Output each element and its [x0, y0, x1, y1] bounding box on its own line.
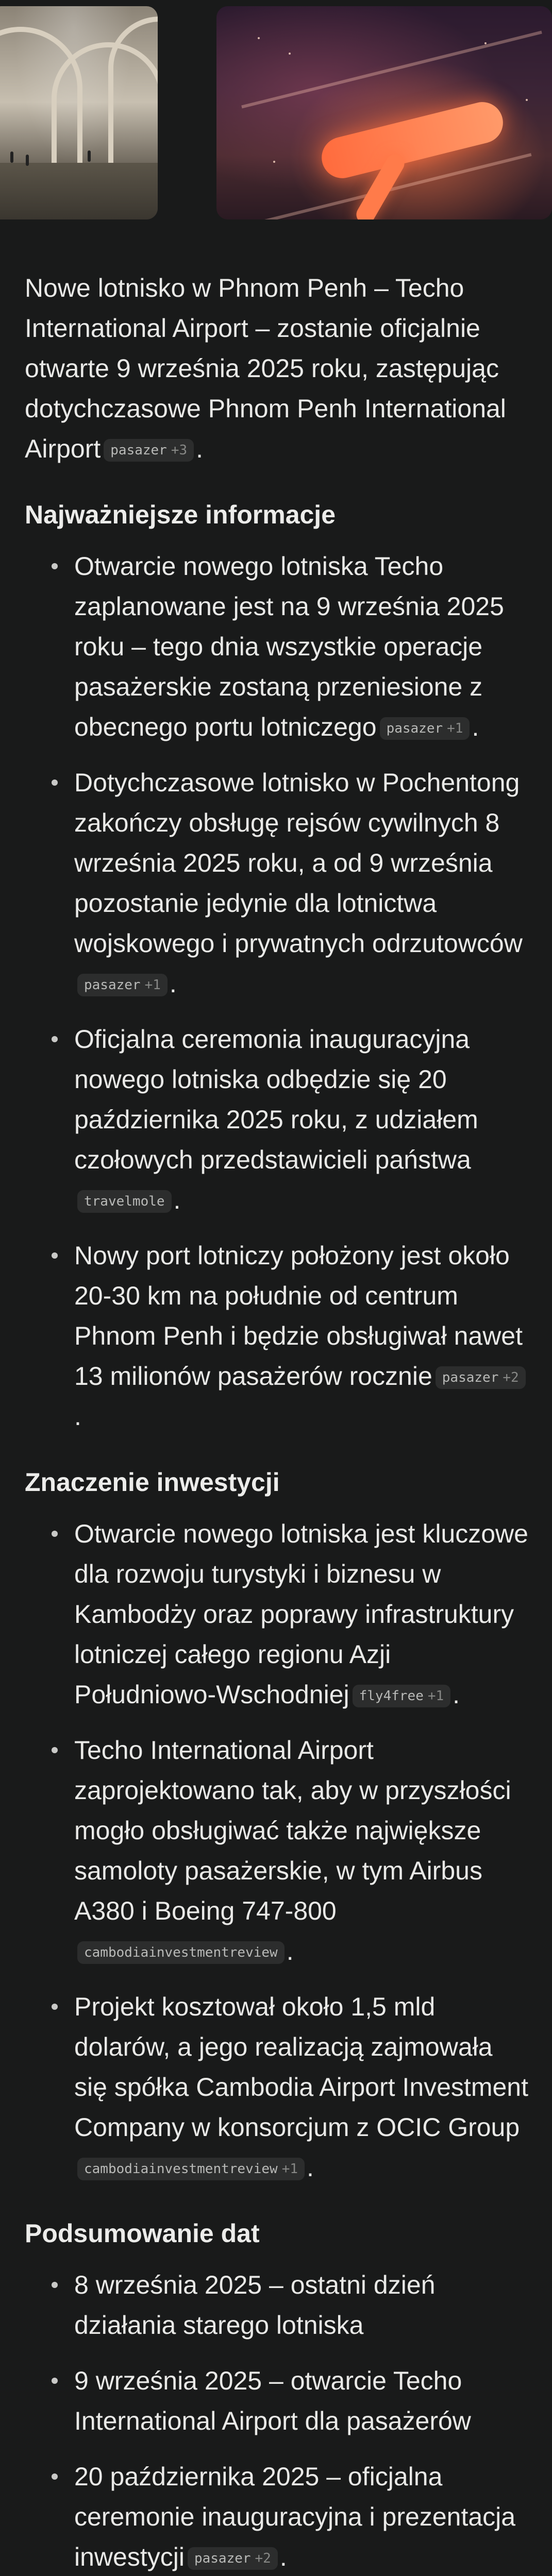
- bullet-list: [25, 2265, 530, 2576]
- citation-more: +1: [427, 1688, 444, 1704]
- citation-more: +3: [171, 443, 188, 458]
- item-text: Oficjalna ceremonia inauguracyjna nowego lotniska odbędzie się 20 października 2025 roku, z udziałem czołowych przedstawicieli państwa: [74, 1025, 478, 1174]
- list-item: [25, 2361, 530, 2441]
- list-item: Oficjalna ceremonia inauguracyjna nowego lotniska odbędzie się 20 października 2025 roku, z udziałem czołowych przedstawicieli państwatravelmole .: [25, 1019, 530, 1220]
- citation-source: pasazer: [84, 977, 141, 993]
- citation-chip[interactable]: [188, 2547, 278, 2570]
- citation-chip[interactable]: [77, 1190, 172, 1213]
- item-text: Dotychczasowe lotnisko w Pochentong zakończy obsługę rejsów cywilnych 8 września 2025 roku, a od 9 września pozostanie jedynie dla lotnictwa wojskowego i prywatnych odrzutowców: [74, 768, 523, 958]
- item-text: 8 września 2025 – ostatni dzień działania starego lotniska: [74, 2270, 436, 2340]
- bullet-list: [25, 546, 530, 1436]
- airport-interior-image[interactable]: [0, 6, 158, 219]
- list-item: [25, 2265, 530, 2345]
- section-heading: Znaczenie inwestycji: [25, 1468, 280, 1497]
- bullet-list: [25, 1514, 530, 2188]
- item-text: Otwarcie nowego lotniska jest kluczowe dla rozwoju turystyki i biznesu w Kambodży oraz poprawy infrastruktury lotniczej całego regionu Azji Południowo-Wschodniej: [74, 1519, 528, 1709]
- light-dot: [289, 53, 291, 55]
- item-text: Otwarcie nowego lotniska Techo zaplanowane jest na 9 września 2025 roku – tego dnia wszystkie operacje pasażerskie zostaną przeniesione z obecnego portu lotniczego: [74, 552, 504, 741]
- citation-source: cambodiainvestmentreview: [84, 2161, 278, 2177]
- citation-chip[interactable]: [380, 717, 470, 740]
- citation-source: cambodiainvestmentreview: [84, 1945, 278, 1960]
- intro-paragraph: [25, 268, 530, 469]
- answer-body: [25, 268, 530, 2576]
- floor-shape: [0, 163, 158, 219]
- citation-more: +1: [144, 977, 161, 993]
- airport-aerial-image[interactable]: [216, 6, 552, 219]
- citation-source: pasazer: [110, 443, 167, 458]
- list-item: Otwarcie nowego lotniska Techo zaplanowane jest na 9 września 2025 roku – tego dnia wszystkie operacje pasażerskie zostaną przeniesione z obecnego portu lotniczego pasazer +1 .: [25, 546, 530, 747]
- light-dot: [273, 161, 275, 163]
- citation-chip[interactable]: [77, 2158, 305, 2180]
- list-item: Techo International Airport zaprojektowano tak, aby w przyszłości mogło obsługiwać także największe samoloty pasażerskie, w tym Airbus A380 i Boeing 747-800cambodiainvestmentreview .: [25, 1730, 530, 1971]
- item-text: Nowy port lotniczy położony jest około 20-30 km na południe od centrum Phnom Penh i będzie obsługiwał nawet 13 milionów pasażerów rocznie: [74, 1241, 523, 1391]
- terminal-shape: [317, 98, 508, 183]
- section-heading: Podsumowanie dat: [25, 2219, 260, 2248]
- citation-chip[interactable]: [77, 974, 168, 996]
- runway-shape: [241, 31, 542, 109]
- citation-chip[interactable]: [77, 1941, 285, 1964]
- arch-shape: [108, 16, 158, 187]
- list-item: Dotychczasowe lotnisko w Pochentong zakończy obsługę rejsów cywilnych 8 września 2025 roku, a od 9 września pozostanie jedynie dla lotnictwa wojskowego i prywatnych odrzutowcówpasazer +1 .: [25, 762, 530, 1004]
- citation-chip[interactable]: [353, 1685, 451, 1707]
- citation-chip[interactable]: [436, 1366, 526, 1389]
- list-item: 20 października 2025 – oficjalna ceremonie inauguracyjna i prezentacja inwestycji pasazer +2 .: [25, 2456, 530, 2576]
- citation-source: fly4free: [359, 1688, 424, 1704]
- citation-chip[interactable]: [104, 439, 194, 462]
- person-shape: [10, 151, 13, 163]
- light-dot: [484, 42, 487, 44]
- citation-more: +2: [503, 1370, 519, 1385]
- citation-more: +1: [281, 2161, 298, 2177]
- citation-more: +1: [447, 721, 463, 736]
- citation-source: pasazer: [194, 2551, 251, 2566]
- list-item: Nowy port lotniczy położony jest około 20-30 km na południe od centrum Phnom Penh i będzie obsługiwał nawet 13 milionów pasażerów rocznie pasazer +2.: [25, 1235, 530, 1436]
- person-shape: [88, 150, 91, 162]
- citation-source: travelmole: [84, 1194, 165, 1209]
- section-heading: Najważniejsze informacje: [25, 500, 336, 529]
- item-text: Techo International Airport zaprojektowano tak, aby w przyszłości mogło obsługiwać także największe samoloty pasażerskie, w tym Airbus A380 i Boeing 747-800: [74, 1736, 511, 1925]
- intro-text: Nowe lotnisko w Phnom Penh – Techo International Airport – zostanie oficjalnie otwarte 9 września 2025 roku, zastępując dotychczasowe Phnom Penh International Airport: [25, 274, 506, 463]
- list-item: Otwarcie nowego lotniska jest kluczowe dla rozwoju turystyki i biznesu w Kambodży oraz poprawy infrastruktury lotniczej całego regionu Azji Południowo-Wschodniej fly4free +1 .: [25, 1514, 530, 1715]
- item-text: 20 października 2025 – oficjalna ceremonie inauguracyjna i prezentacja inwestycji: [74, 2462, 516, 2571]
- person-shape: [26, 155, 29, 166]
- light-dot: [258, 37, 260, 39]
- image-strip: [0, 0, 552, 222]
- punctuation: .: [196, 434, 204, 463]
- list-item: Projekt kosztował około 1,5 mld dolarów, a jego realizacją zajmowała się spółka Cambodia Airport Investment Company w konsorcjum z OCIC Groupcambodiainvestmentreview +1 .: [25, 1987, 530, 2188]
- item-text: Projekt kosztował około 1,5 mld dolarów, a jego realizacją zajmowała się spółka Cambodia Airport Investment Company w konsorcjum z OCIC Group: [74, 1992, 528, 2142]
- citation-source: pasazer: [442, 1370, 499, 1385]
- light-dot: [526, 99, 528, 101]
- item-text: 9 września 2025 – otwarcie Techo International Airport dla pasażerów: [74, 2366, 471, 2435]
- citation-source: pasazer: [386, 721, 443, 736]
- citation-more: +2: [255, 2551, 271, 2566]
